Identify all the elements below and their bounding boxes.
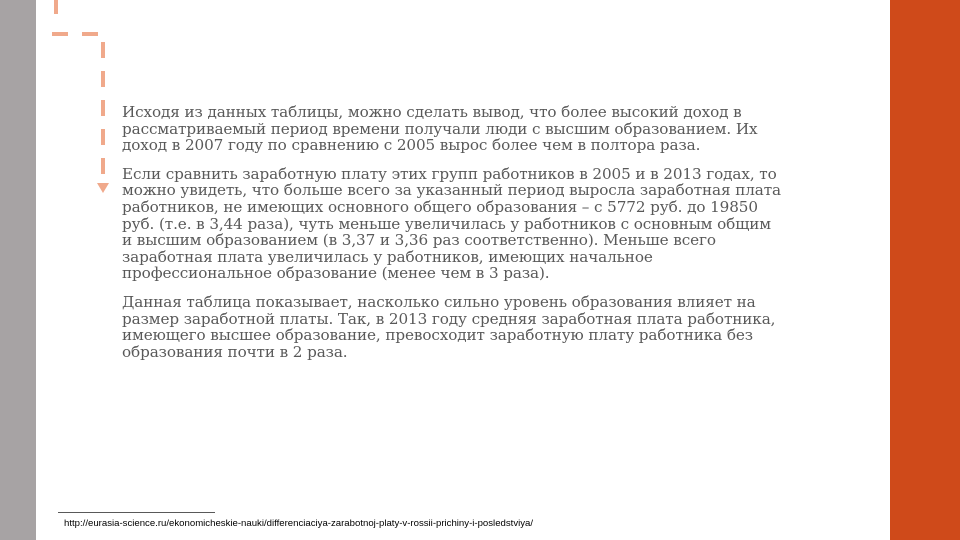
right-side-bar: [890, 0, 960, 540]
paragraph-1: Исходя из данных таблицы, можно сделать вывод, что более высокий доход в рассматриваемый период времени получали люди с высшим образованием. Их доход в 2007 году по сравнению с 2005 вырос более чем в полтора раза.: [122, 103, 758, 155]
footnote-divider: [58, 512, 215, 513]
body-text: [122, 104, 782, 372]
dashed-arrow-decoration: [0, 0, 140, 200]
paragraph-3: Данная таблица показывает, насколько сильно уровень образования влияет на размер заработной платы. Так, в 2013 году средняя заработная плата работника, имеющего высшее образование, превосходит заработную плату работника без образования почти в 2 раза.: [122, 292, 776, 361]
footnote-source-link[interactable]: http://eurasia-science.ru/ekonomicheskie-nauki/differenciaciya-zarabotnoj-platy-v-rossii-prichiny-i-posledstviya/: [64, 518, 534, 529]
paragraph-2: Если сравнить заработную плату этих групп работников в 2005 и в 2013 годах, то можно увидеть, что больше всего за указанный период выросла заработная плата работников, не имеющих основного общего образования – с 5772 руб. до 19850 руб. (т.е. в 3,44 раза), чуть меньше увеличилась у работников с основным общим и высшим образованием (в 3,37 и 3,36 раз соответственно). Меньше всего заработная плата увеличилась у работников, имеющих начальное профессиональное образование (менее чем в 3 раза).: [122, 164, 781, 283]
